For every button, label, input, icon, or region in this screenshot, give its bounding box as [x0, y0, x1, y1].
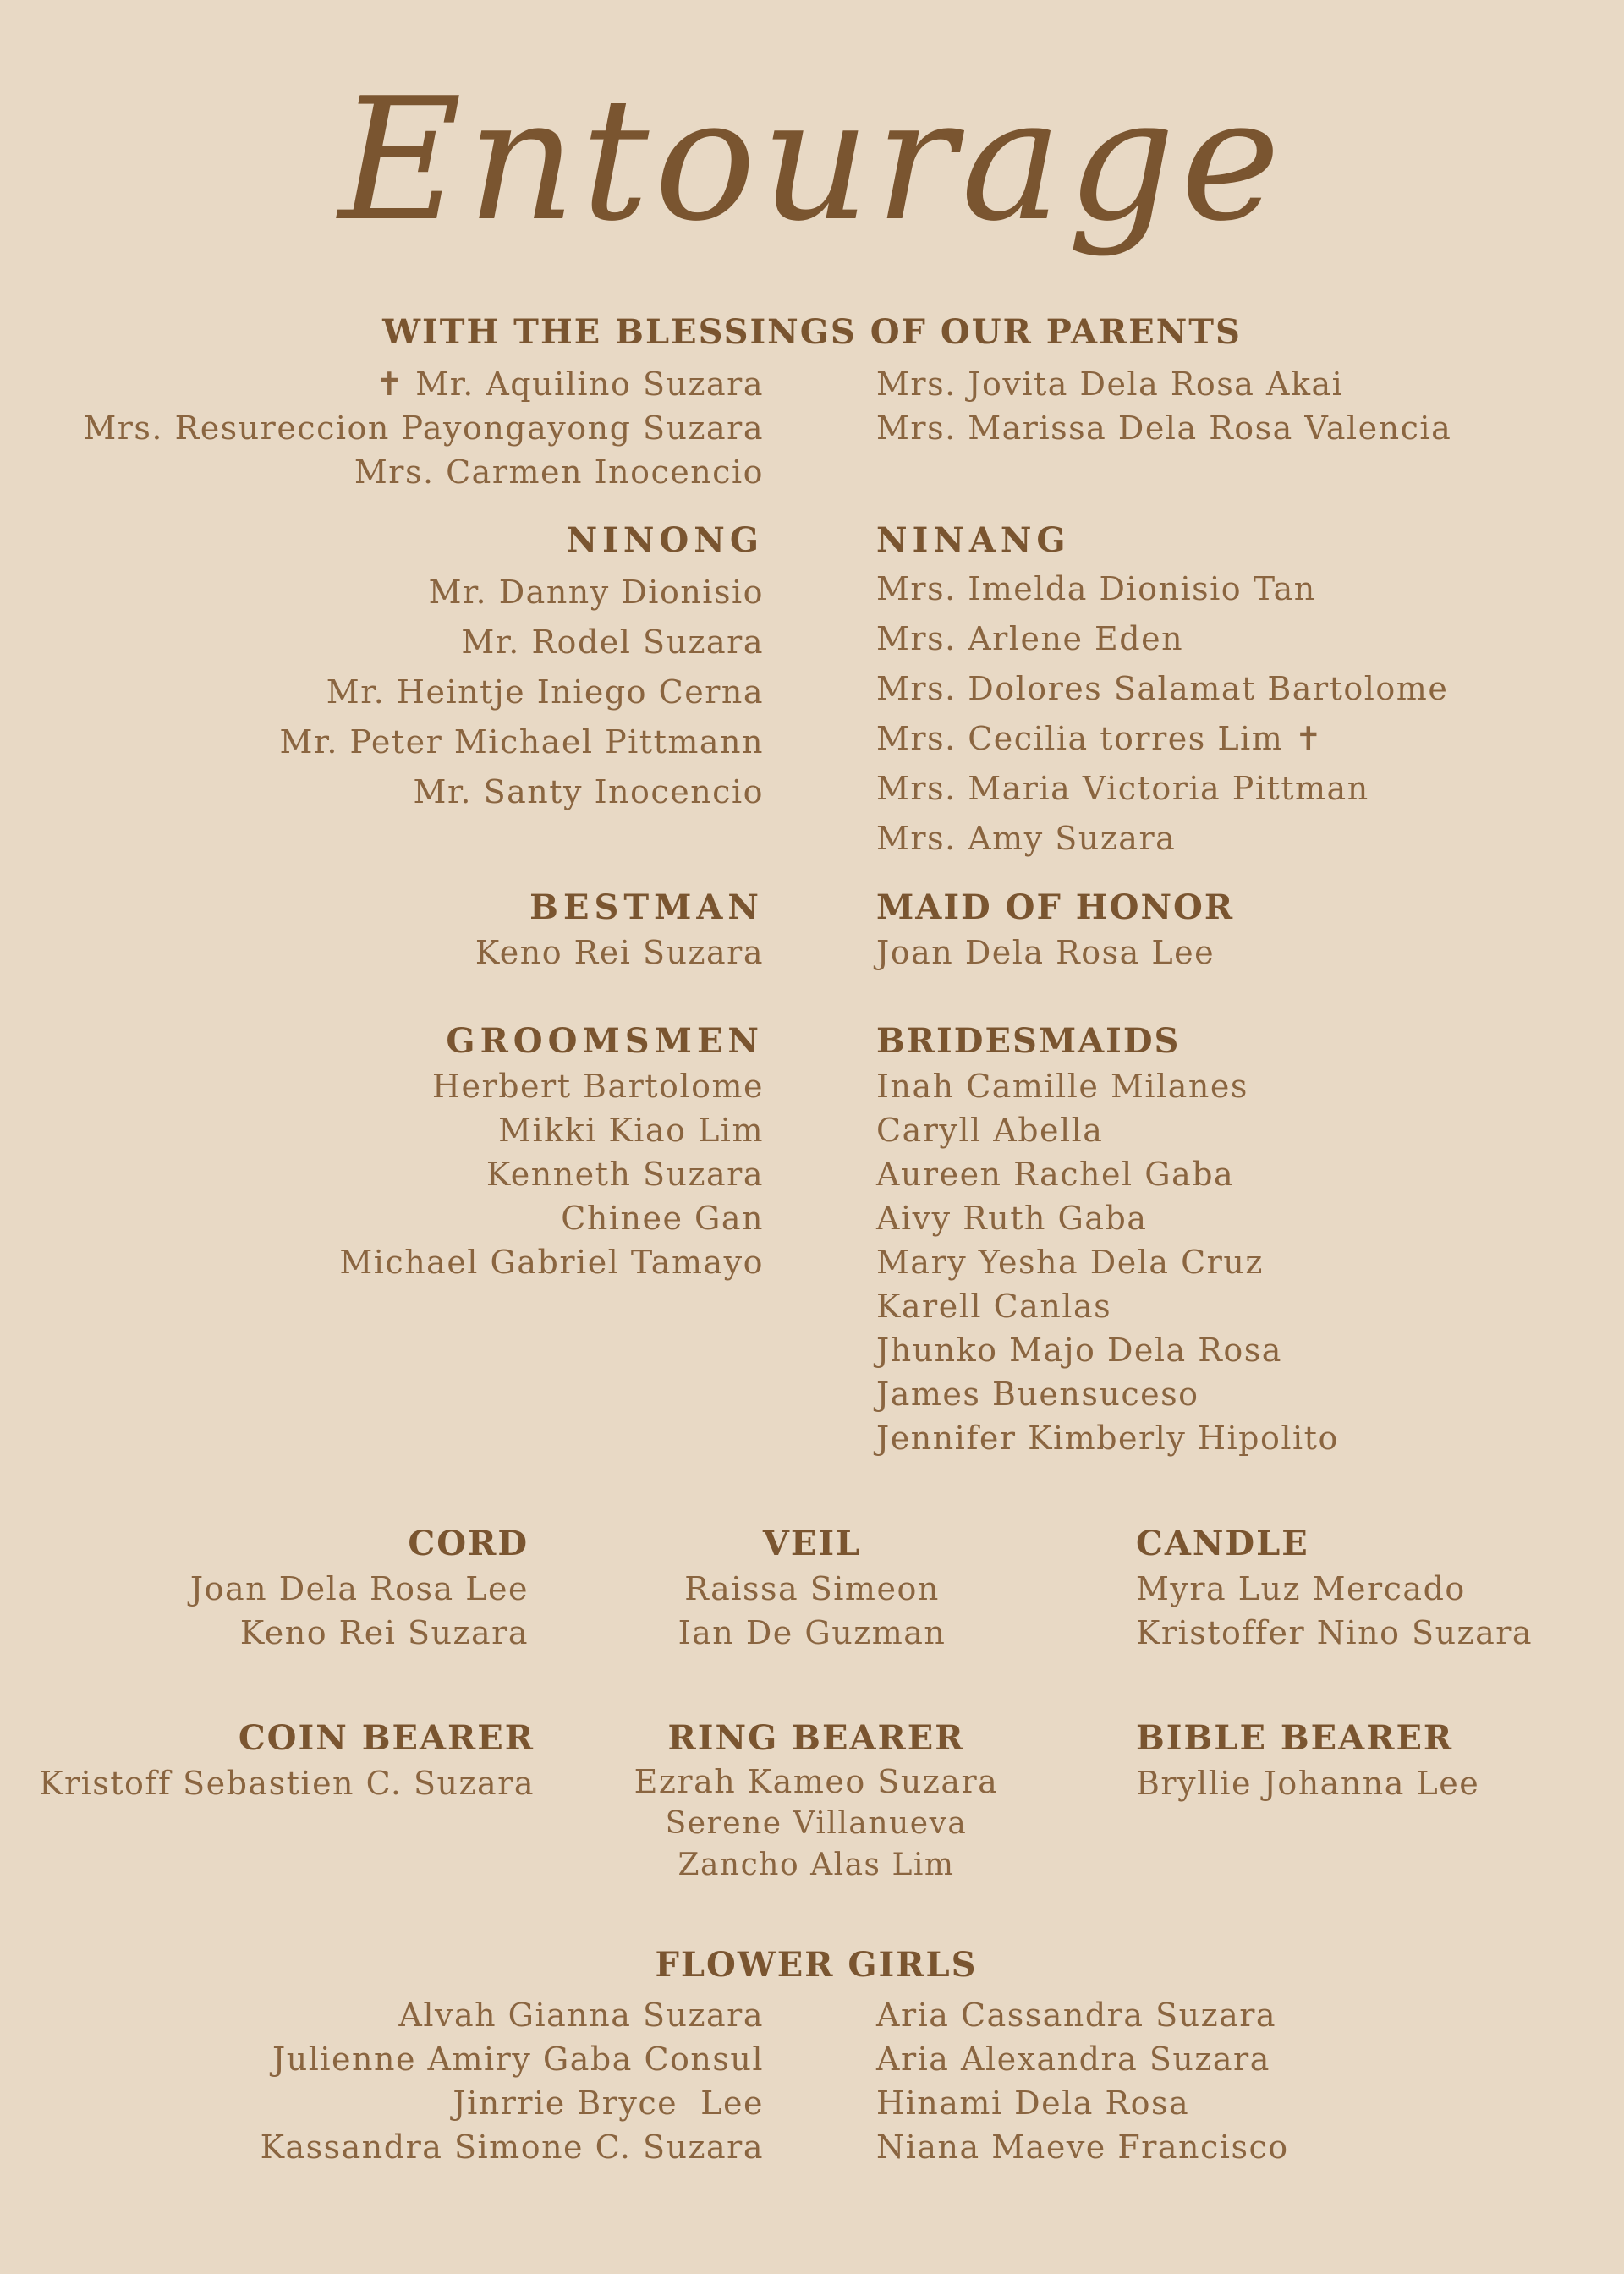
ninang-heading: NINANG	[876, 520, 1071, 560]
ring-bearer-list	[592, 1760, 1040, 1887]
bridesmaid-name: Jennifer Kimberly Hipolito	[876, 1420, 1339, 1457]
veil-name: Raissa Simeon	[684, 1570, 940, 1607]
bestman-heading: BESTMAN	[529, 887, 764, 927]
bridesmaids-list	[876, 1064, 1339, 1460]
veil-name: Ian De Guzman	[678, 1614, 946, 1651]
ninong-heading: NINONG	[566, 520, 764, 560]
ninong-name: Mr. Peter Michael Pittmann	[279, 723, 764, 761]
bridesmaid-name: Jhunko Majo Dela Rosa	[876, 1332, 1282, 1369]
flower-girls-heading: FLOWER GIRLS	[655, 1945, 978, 1985]
bridesmaid-name: Aureen Rachel Gaba	[876, 1156, 1235, 1193]
bridesmaid-name: Caryll Abella	[876, 1112, 1104, 1149]
ninang-name: Mrs. Amy Suzara	[876, 820, 1177, 857]
ninang-name: Mrs. Cecilia torres Lim ✝	[876, 720, 1324, 757]
cross-icon: ✝	[376, 365, 404, 403]
bridesmaid-name: Aivy Ruth Gaba	[876, 1200, 1148, 1237]
bridesmaid-name: Inah Camille Milanes	[876, 1068, 1248, 1105]
cross-icon: ✝	[1294, 720, 1324, 757]
groomsman-name: Herbert Bartolome	[431, 1068, 764, 1105]
ninang-list	[876, 567, 1448, 860]
ninong-list	[279, 570, 764, 814]
bridesmaids-heading: BRIDESMAIDS	[876, 1021, 1181, 1061]
flower-girl-name: Jinrrie Bryce Lee	[453, 2084, 764, 2122]
ring-bearer-name: Ezrah Kameo Suzara	[634, 1763, 999, 1800]
cord-name: Joan Dela Rosa Lee	[189, 1570, 529, 1607]
coin-bearer-name: Kristoff Sebastien C. Suzara	[39, 1765, 535, 1802]
groomsman-name: Chinee Gan	[561, 1200, 764, 1237]
flower-girl-name: Hinami Dela Rosa	[876, 2084, 1190, 2122]
flower-girl-name: Aria Alexandra Suzara	[876, 2041, 1270, 2078]
bible-bearer-heading: BIBLE BEARER	[1136, 1718, 1454, 1758]
groomsman-name: Kenneth Suzara	[486, 1156, 764, 1193]
bridesmaid-name: Mary Yesha Dela Cruz	[876, 1244, 1264, 1281]
flower-girl-name: Julienne Amiry Gaba Consul	[272, 2041, 764, 2078]
bridesmaid-name: Karell Canlas	[876, 1288, 1112, 1325]
parent-name: Mrs. Jovita Dela Rosa Akai	[876, 365, 1344, 403]
ninong-name: Mr. Santy Inocencio	[413, 773, 764, 810]
flower-girl-name: Alvah Gianna Suzara	[398, 1997, 764, 2034]
page-title: Entourage	[338, 62, 1286, 259]
flower-girl-name: Niana Maeve Francisco	[876, 2128, 1289, 2166]
parent-name: Mrs. Marissa Dela Rosa Valencia	[876, 409, 1452, 447]
bible-bearer-name: Bryllie Johanna Lee	[1136, 1765, 1480, 1802]
flower-girls-left-list	[261, 1993, 764, 2169]
maid-of-honor-name: Joan Dela Rosa Lee	[876, 934, 1215, 971]
groomsmen-heading: GROOMSMEN	[446, 1021, 764, 1061]
ninong-name: Mr. Danny Dionisio	[428, 574, 764, 611]
veil-heading: VEIL	[762, 1524, 862, 1563]
ninang-name: Mrs. Imelda Dionisio Tan	[876, 570, 1316, 607]
ring-bearer-name: Serene Villanueva	[665, 1806, 968, 1841]
candle-name: Kristoffer Nino Suzara	[1136, 1614, 1533, 1651]
flower-girl-name: Aria Cassandra Suzara	[876, 1997, 1277, 2034]
ninong-name: Mr. Rodel Suzara	[461, 623, 764, 661]
coin-bearer-heading: COIN BEARER	[238, 1718, 535, 1758]
veil-list	[626, 1567, 998, 1655]
cord-list	[190, 1567, 529, 1655]
groomsman-name: Michael Gabriel Tamayo	[339, 1244, 764, 1281]
bestman-name: Keno Rei Suzara	[475, 934, 764, 971]
parents-left-list	[83, 362, 764, 494]
flower-girl-name: Kassandra Simone C. Suzara	[260, 2128, 764, 2166]
parent-name: Mrs. Carmen Inocencio	[354, 453, 764, 491]
candle-name: Myra Luz Mercado	[1136, 1570, 1466, 1607]
cord-name: Keno Rei Suzara	[239, 1614, 529, 1651]
ninang-name: Mrs. Arlene Eden	[876, 620, 1184, 657]
candle-heading: CANDLE	[1136, 1524, 1309, 1563]
flower-girls-right-list	[876, 1993, 1289, 2169]
parent-name: Mrs. Resureccion Payongayong Suzara	[83, 409, 764, 447]
groomsman-name: Mikki Kiao Lim	[498, 1112, 764, 1149]
ninong-name: Mr. Heintje Iniego Cerna	[326, 673, 764, 711]
ninang-name: Mrs. Maria Victoria Pittman	[876, 770, 1369, 807]
parents-right-list	[876, 362, 1451, 450]
ring-bearer-heading: RING BEARER	[667, 1718, 965, 1758]
ring-bearer-name: Zancho Alas Lim	[678, 1848, 955, 1882]
parents-heading: WITH THE BLESSINGS OF OUR PARENTS	[382, 312, 1242, 352]
parent-name: ✝ Mr. Aquilino Suzara	[376, 365, 764, 403]
bridesmaid-name: James Buensuceso	[876, 1376, 1199, 1413]
maid-of-honor-heading: MAID OF HONOR	[876, 887, 1235, 927]
candle-list	[1136, 1567, 1533, 1655]
groomsmen-list	[339, 1064, 764, 1284]
ninang-name: Mrs. Dolores Salamat Bartolome	[876, 670, 1449, 707]
cord-heading: CORD	[408, 1524, 529, 1563]
